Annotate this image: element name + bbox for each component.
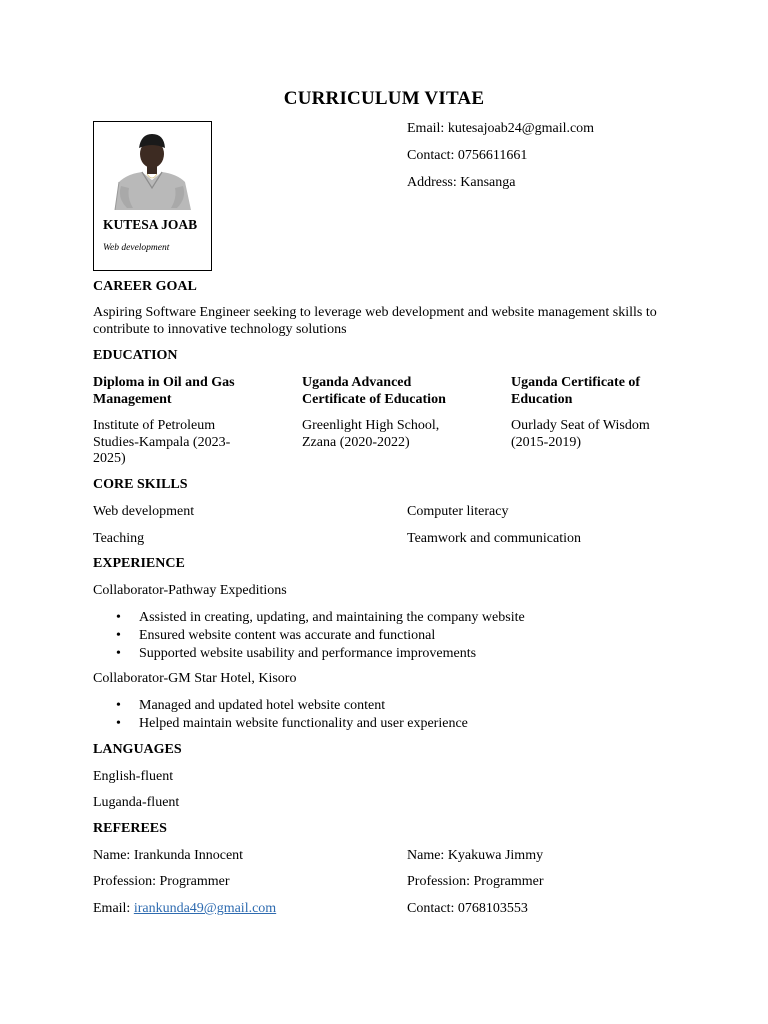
career-goal-heading: CAREER GOAL	[93, 279, 197, 294]
profile-card	[93, 121, 212, 271]
profile-photo	[107, 130, 197, 210]
skill-item: Web development	[93, 504, 195, 519]
referees-heading: REFEREES	[93, 821, 167, 836]
education-qualification: Diploma in Oil and Gas Management	[93, 375, 235, 407]
profile-name: KUTESA JOAB	[103, 217, 198, 232]
referee-name: Name: Irankunda Innocent	[93, 848, 244, 863]
language-item: Luganda-fluent	[93, 795, 180, 810]
job-title: Collaborator-GM Star Hotel, Kisoro	[93, 671, 297, 686]
referee-email-link[interactable]: irankunda49@gmail.com	[133, 901, 277, 916]
education-qualification: Uganda Advanced Certificate of Education	[302, 375, 446, 407]
skill-item: Teamwork and communication	[407, 531, 581, 546]
page-title: CURRICULUM VITAE	[283, 88, 485, 109]
skill-item: Computer literacy	[407, 504, 509, 519]
core-skills-heading: CORE SKILLS	[93, 477, 188, 492]
job-duty: • Managed and updated hotel website content	[139, 697, 468, 715]
referee-contact	[93, 901, 276, 917]
referee-contact-label: Email:	[93, 901, 134, 916]
job-duties-list	[139, 697, 468, 733]
contact-phone: Contact: 0756611661	[407, 148, 528, 163]
job-duty: • Assisted in creating, updating, and maintaining the company website	[139, 609, 525, 627]
education-institution: Greenlight High School, Zzana (2020-2022)	[302, 418, 440, 450]
referee-contact: Contact: 0768103553	[407, 901, 528, 916]
education-institution: Ourlady Seat of Wisdom (2015-2019)	[511, 418, 650, 450]
profile-role: Web development	[103, 243, 170, 253]
contact-email: Email: kutesajoab24@gmail.com	[407, 121, 595, 136]
job-duty: • Helped maintain website functionality and user experience	[139, 715, 468, 733]
language-item: English-fluent	[93, 769, 174, 784]
education-institution: Institute of Petroleum Studies-Kampala (2023-2025)	[93, 418, 231, 466]
job-duty: • Ensured website content was accurate and functional	[139, 627, 525, 645]
education-heading: EDUCATION	[93, 348, 178, 363]
job-duties-list	[139, 609, 525, 663]
referee-profession: Profession: Programmer	[93, 874, 230, 889]
contact-address: Address: Kansanga	[407, 175, 516, 190]
job-title: Collaborator-Pathway Expeditions	[93, 583, 287, 598]
career-goal-text: Aspiring Software Engineer seeking to leverage web development and website management skills to contribute to innovative technology solutions	[93, 305, 657, 337]
referee-name: Name: Kyakuwa Jimmy	[407, 848, 544, 863]
skill-item: Teaching	[93, 531, 145, 546]
languages-heading: LANGUAGES	[93, 742, 182, 757]
job-duty: • Supported website usability and performance improvements	[139, 645, 525, 663]
education-qualification: Uganda Certificate of Education	[511, 375, 641, 407]
experience-heading: EXPERIENCE	[93, 556, 185, 571]
referee-profession: Profession: Programmer	[407, 874, 544, 889]
